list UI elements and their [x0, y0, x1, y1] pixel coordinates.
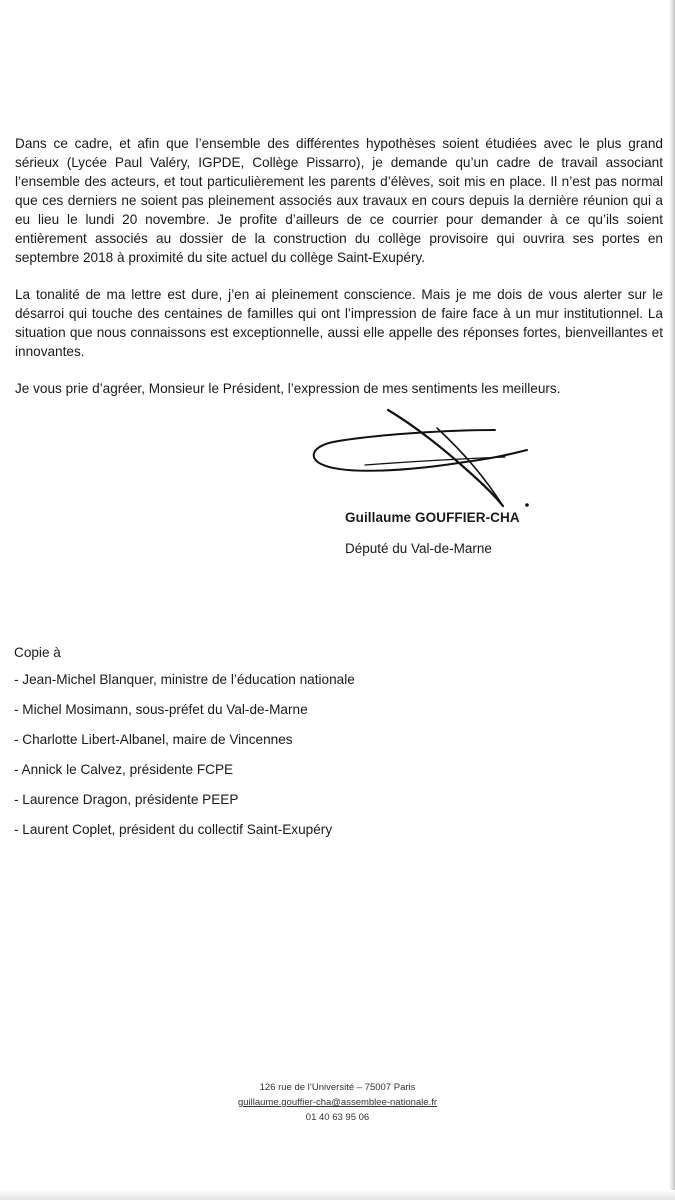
footer-address: 126 rue de l’Université – 75007 Paris: [259, 1082, 416, 1093]
footer-phone: 01 40 63 95 06: [305, 1112, 370, 1123]
signer-title: Député du Val-de-Marne: [345, 541, 492, 556]
copy-recipient: - Laurence Dragon, présidente PEEP: [14, 792, 239, 807]
copy-recipient: - Laurent Coplet, président du collectif Saint-Exupéry: [14, 822, 333, 837]
copies-heading: Copie à: [14, 645, 61, 660]
copy-recipient: - Annick le Calvez, présidente FCPE: [14, 762, 234, 777]
copies-section: [14, 645, 355, 851]
letter-body: [15, 134, 663, 416]
copy-recipient: - Charlotte Libert-Albanel, maire de Vincennes: [14, 732, 293, 747]
handwritten-signature: [305, 404, 545, 514]
paragraph-tone: La tonalité de ma lettre est dure, j’en ai pleinement conscience. Mais je me dois de vous alerter sur le désarroi qui touche des centaines de familles qui ont l’impression de faire face à un mur institutionnel. La situation que nous connaissons est exceptionnelle, aussi elle appelle des réponses fortes, bienveillantes et innovantes.: [15, 287, 663, 359]
page-edge-shadow: [669, 0, 675, 1200]
copy-recipient: - Michel Mosimann, sous-préfet du Val-de-Marne: [14, 702, 308, 717]
paragraph-working-group: Dans ce cadre, et afin que l’ensemble des différentes hypothèses soient étudiées avec le plus grand sérieux (Lycée Paul Valéry, IGPDE, Collège Pissarro), je demande qu’un cadre de travail associant l’ensemble des acteurs, et tout particulièrement les parents d’élèves, soit mis en place. Il n’est pas normal que ces derniers ne soient pas pleinement associés aux travaux en cours depuis la dernière réunion qui a eu lieu le lundi 20 novembre. Je profite d’ailleurs de ce courrier pour demander à ce qu’ils soient entièrement associés au dossier de la construction du collège provisoire qui ouvrira ses portes en septembre 2018 à proximité du site actuel du collège Saint-Exupéry.: [15, 136, 663, 265]
signer-name: Guillaume GOUFFIER-CHA: [345, 510, 520, 525]
footer-email-link[interactable]: guillaume.gouffier-cha@assemblee-nationale.fr: [237, 1097, 438, 1108]
closing-formula: Je vous prie d’agréer, Monsieur le Président, l’expression de mes sentiments les meilleurs.: [15, 381, 561, 396]
copy-recipient: - Jean-Michel Blanquer, ministre de l’éducation nationale: [14, 672, 355, 687]
letter-footer: [0, 1080, 675, 1125]
copies-list: [14, 671, 355, 851]
page-bottom-shadow: [0, 1190, 675, 1200]
